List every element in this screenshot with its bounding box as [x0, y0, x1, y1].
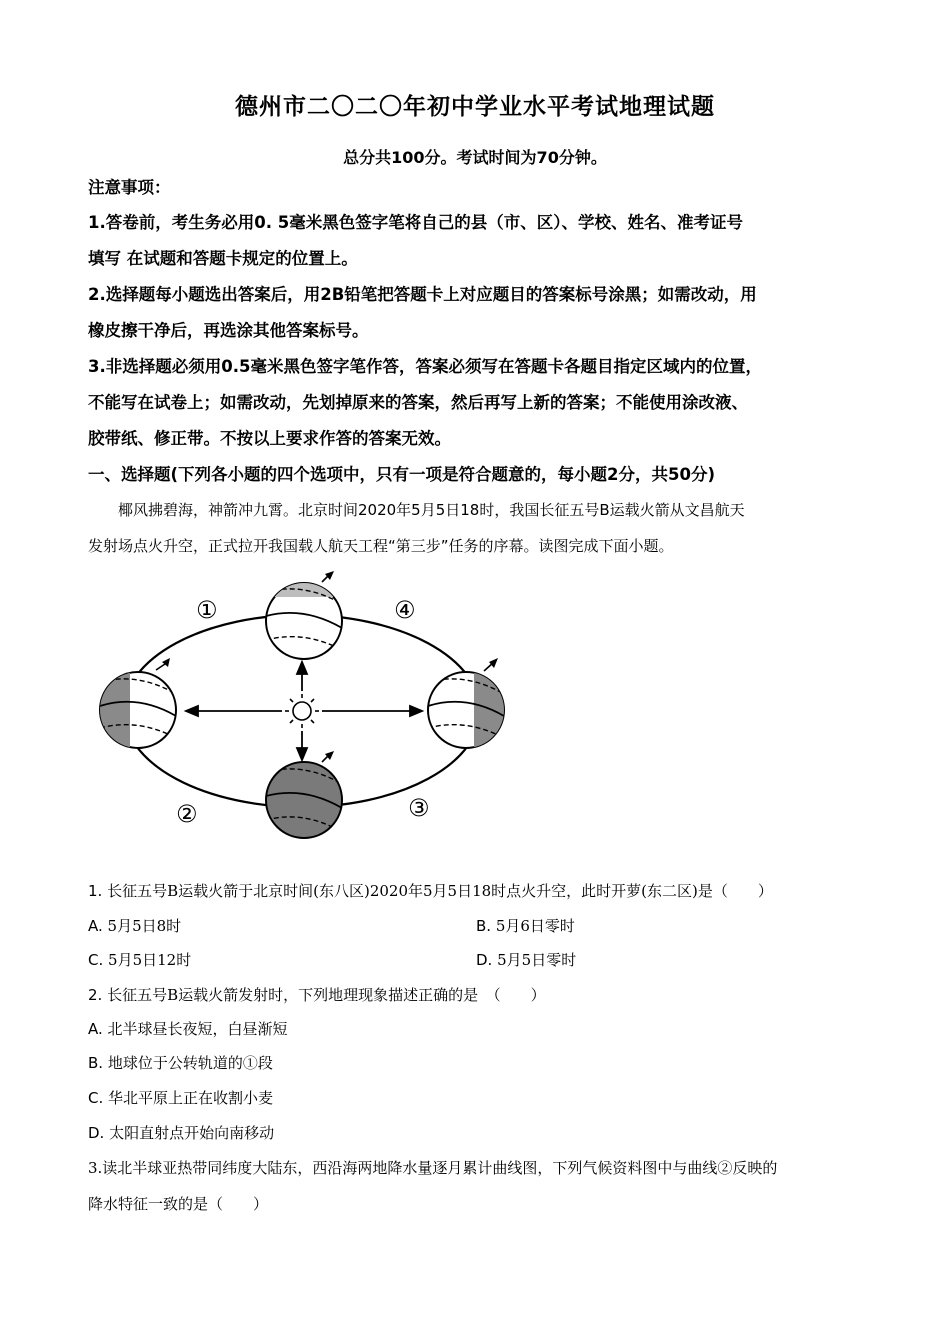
- q2-option-b-text: 地球位于公转轨道的①段: [107, 1054, 273, 1072]
- notice-2-line-2: 橡皮擦干净后，再选涂其他答案标号。: [88, 321, 369, 340]
- q1-option-d-text: 5月5日零时: [497, 951, 577, 969]
- intro-line-2: 发射场点火升空，正式拉开我国载人航天工程“第三步”任务的序幕。读图完成下面小题。: [88, 537, 674, 555]
- q2-option-c-letter: C.: [88, 1089, 104, 1107]
- notice-2-line-1: 2.选择题每小题选出答案后，用2B铅笔把答题卡上对应题目的答案标号涂黑；如需改动，用: [88, 285, 757, 304]
- question-1-text: 长征五号B运载火箭于北京时间(东八区)2020年5月5日18时点火升空，此时开萝(东二区)是（ ）: [107, 882, 773, 900]
- question-1: [88, 874, 878, 908]
- sun-ray-arrows: [186, 662, 422, 760]
- question-2-number: 2.: [88, 986, 103, 1004]
- orbit-label-1: ①: [196, 596, 218, 624]
- q1-option-b[interactable]: [476, 909, 575, 943]
- notice-heading: 注意事项：: [88, 178, 171, 197]
- q2-option-a-text: 北半球昼长夜短，白昼渐短: [107, 1020, 288, 1038]
- q1-option-a-text: 5月5日8时: [107, 917, 182, 935]
- q2-option-d-letter: D.: [88, 1124, 105, 1142]
- earth-globe-right: [428, 658, 504, 750]
- q2-option-d-text: 太阳直射点开始向南移动: [109, 1124, 275, 1142]
- question-3-line-2: 降水特征一致的是（ ）: [88, 1195, 269, 1213]
- q1-option-c-text: 5月5日12时: [108, 951, 192, 969]
- section-heading: 一、选择题(下列各小题的四个选项中，只有一项是符合题意的，每小题2分，共50分): [88, 465, 716, 484]
- question-2: [88, 978, 878, 1012]
- q2-option-a-letter: A.: [88, 1020, 103, 1038]
- earth-orbit-diagram: [96, 570, 536, 860]
- exam-title: 德州市二〇二〇年初中学业水平考试地理试题: [235, 94, 715, 120]
- q2-option-c-text: 华北平原上正在收割小麦: [108, 1089, 274, 1107]
- earth-globe-left: [100, 658, 176, 750]
- exam-subtitle: 总分共100分。考试时间为70分钟。: [343, 148, 607, 167]
- q1-option-d-letter: D.: [476, 951, 493, 969]
- q2-option-b[interactable]: [88, 1046, 273, 1080]
- q1-option-c-letter: C.: [88, 951, 104, 969]
- notice-3-line-2: 不能写在试卷上；如需改动，先划掉原来的答案，然后再写上新的答案；不能使用涂改液、: [88, 393, 748, 412]
- q1-option-a-letter: A.: [88, 917, 103, 935]
- question-2-text: 长征五号B运载火箭发射时，下列地理现象描述正确的是 （ ）: [107, 986, 546, 1004]
- orbit-label-3: ③: [408, 794, 430, 822]
- q1-option-b-text: 5月6日零时: [495, 917, 575, 935]
- notice-1-line-2: 填写 在试题和答题卡规定的位置上。: [88, 249, 358, 268]
- q1-option-d[interactable]: [476, 943, 576, 977]
- notice-3-line-1: 3.非选择题必须用0.5毫米黑色签字笔作答，答案必须写在答题卡各题目指定区域内的位置，: [88, 357, 762, 376]
- orbit-label-2: ②: [176, 800, 198, 828]
- orbit-label-4: ④: [394, 596, 416, 624]
- q2-option-b-letter: B.: [88, 1054, 104, 1072]
- q2-option-d[interactable]: [88, 1116, 274, 1150]
- question-1-number: 1.: [88, 882, 103, 900]
- notice-3-line-3: 胶带纸、修正带。不按以上要求作答的答案无效。: [88, 429, 451, 448]
- question-3-line-1: 3.读北半球亚热带同纬度大陆东，西沿海两地降水量逐月累计曲线图，下列气候资料图中与曲线②反映的: [88, 1159, 778, 1177]
- q1-option-b-letter: B.: [476, 917, 492, 935]
- sun-icon: [285, 694, 319, 728]
- earth-globe-top: [266, 571, 342, 659]
- intro-line-1: 椰风拂碧海，神箭冲九霄。北京时间2020年5月5日18时，我国长征五号B运载火箭从文昌航天: [118, 501, 745, 519]
- notice-1-line-1: 1.答卷前，考生务必用0. 5毫米黑色签字笔将自己的县（市、区）、学校、姓名、准考证号: [88, 213, 743, 232]
- q1-option-a[interactable]: [88, 909, 181, 943]
- q2-option-a[interactable]: [88, 1012, 288, 1046]
- earth-globe-bottom: [266, 751, 342, 838]
- q2-option-c[interactable]: [88, 1081, 273, 1115]
- q1-option-c[interactable]: [88, 943, 191, 977]
